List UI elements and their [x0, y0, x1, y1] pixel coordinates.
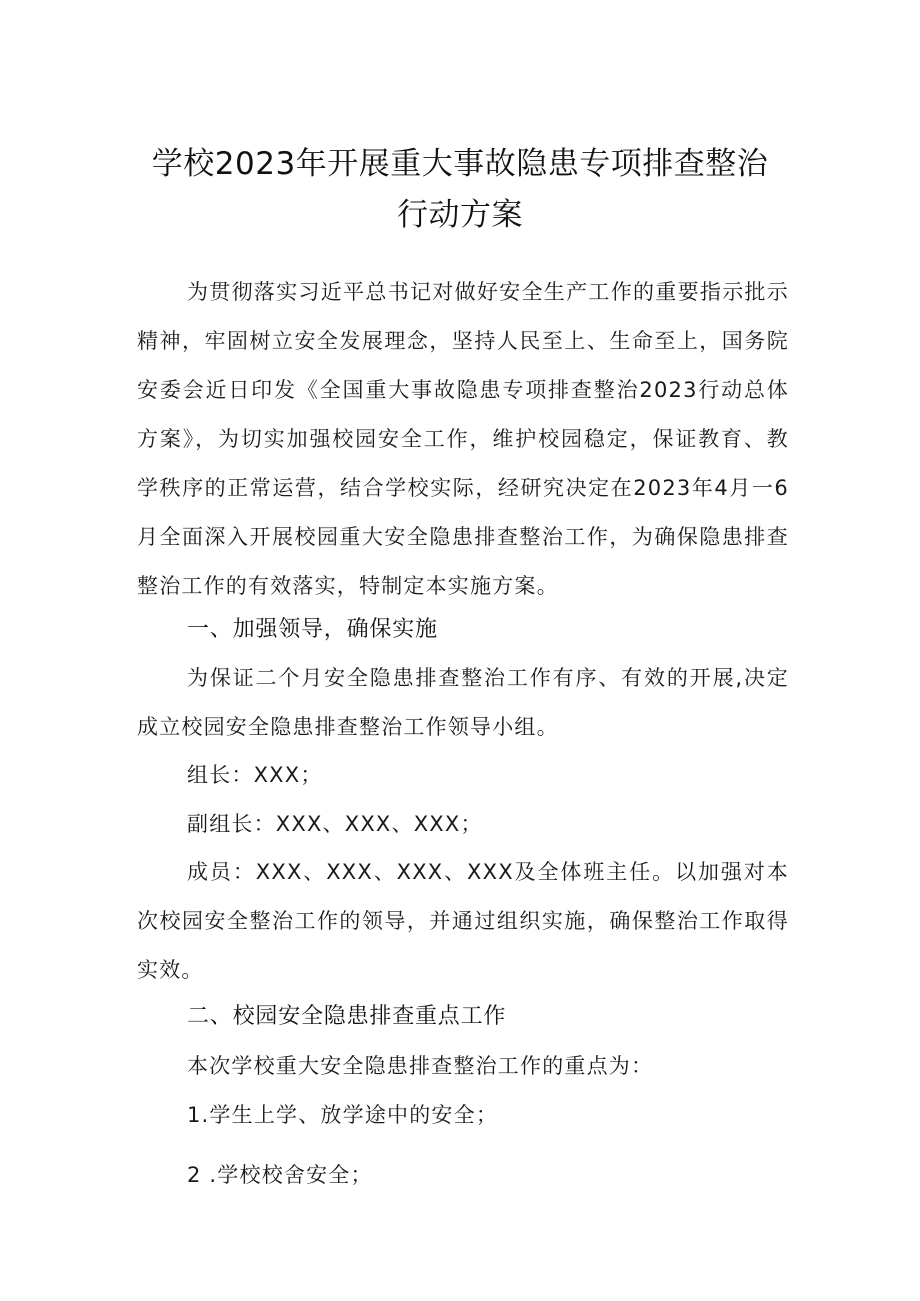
leader-line: 组长：XXX； [187, 763, 323, 787]
section-1-paragraph: 为保证二个月安全隐患排查整治工作有序、有效的开展,决定成立校园安全隐患排查整治工作领导小组。 [137, 666, 789, 739]
members-paragraph: 成员：XXX、XXX、XXX、XXX及全体班主任。以加强对本次校园安全整治工作的领导，并通过组织实施，确保整治工作取得实效。 [137, 860, 789, 982]
section-2-heading: 二、校园安全隐患排查重点工作 [187, 1004, 507, 1029]
list-item-1: 1.学生上学、放学途中的安全； [187, 1103, 499, 1127]
document-title-line-2: 行动方案 [397, 197, 523, 233]
vice-leader-line: 副组长：XXX、XXX、XXX； [187, 812, 483, 836]
section-1-heading: 一、加强领导，确保实施 [187, 617, 438, 642]
intro-paragraph: 为贯彻落实习近平总书记对做好安全生产工作的重要指示批示精神，牢固树立安全发展理念，坚持人民至上、生命至上，国务院安委会近日印发《全国重大事故隐患专项排查整治2023行动总体方案》，为切实加强校园安全工作，维护校园稳定，保证教育、教学秩序的正常运营，结合学校实际，经研究决定在2023年4月一6月全面深入开展校园重大安全隐患排查整治工作，为确保隐患排查整治工作的有效落实，特制定本实施方案。 [137, 280, 789, 598]
document-title-line-1: 学校2023年开展重大事故隐患专项排查整治 [151, 146, 769, 182]
section-2-intro: 本次学校重大安全隐患排查整治工作的重点为： [187, 1054, 654, 1078]
list-item-2: 2 .学校校舍安全； [187, 1163, 373, 1187]
